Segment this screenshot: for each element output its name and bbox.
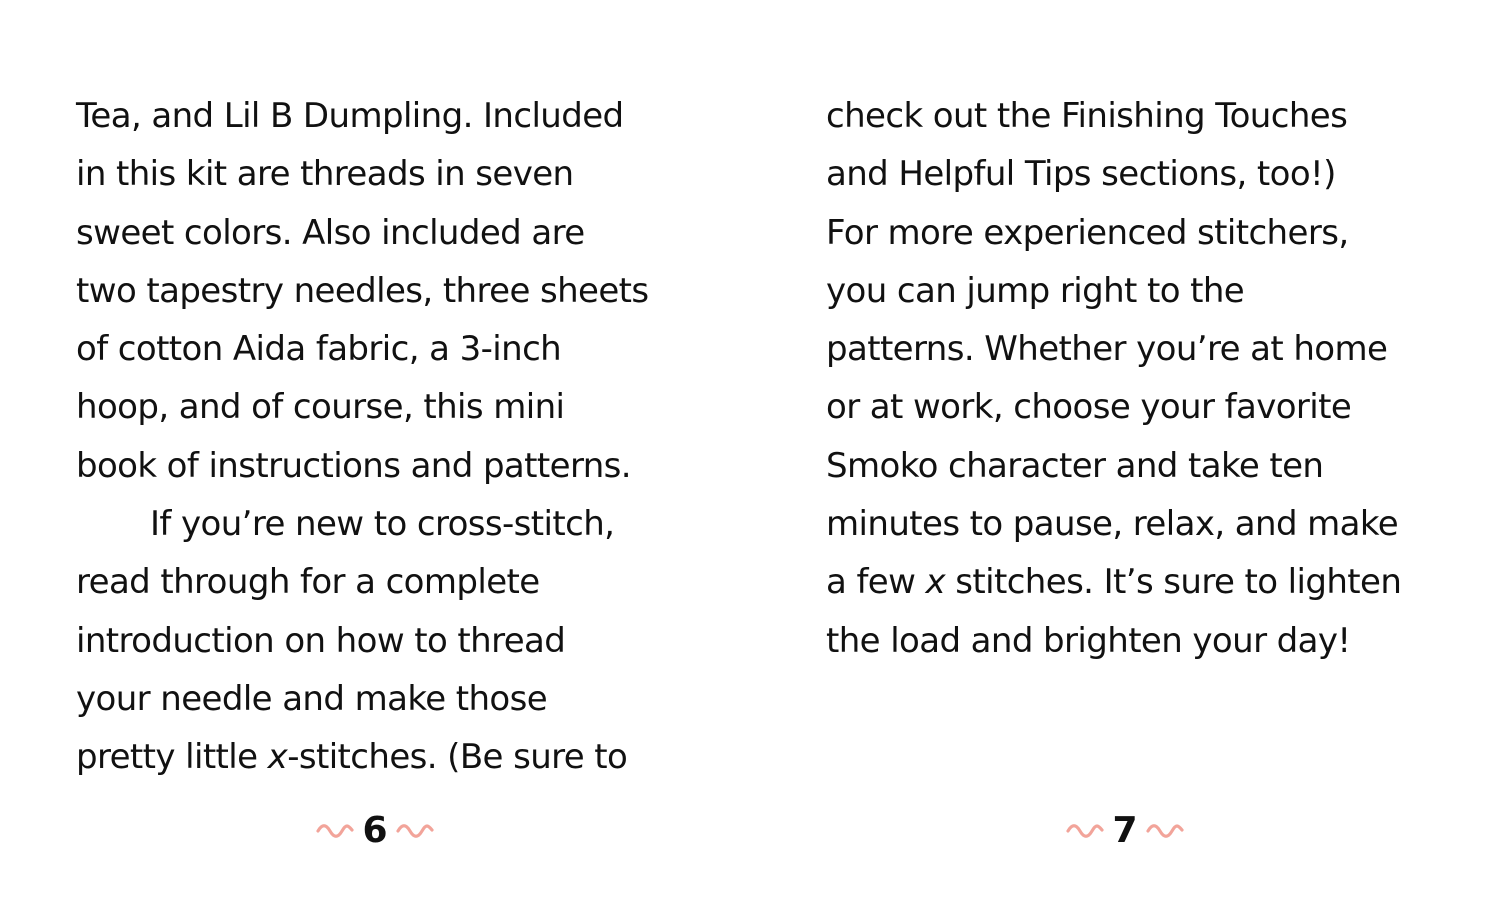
text-line: introduction on how to thread [76,620,566,661]
text-line: your needle and make those [76,678,548,719]
text-line: book of instructions and patterns. [76,445,631,486]
text-line: in this kit are threads in seven [76,154,574,195]
text-line: check out the Finishing Touches [826,96,1348,136]
squiggle-icon [316,821,354,841]
right-page-body [826,87,1466,670]
text-line: and Helpful Tips sections, too!) [826,154,1336,195]
text-segment: pretty little [76,737,268,778]
page-number: 7 [1112,810,1138,851]
italic-x: x [267,737,288,778]
squiggle-icon [1066,821,1104,841]
text-line: of cotton Aida fabric, a 3-inch [76,329,562,370]
squiggle-icon [396,821,434,841]
text-line: read through for a complete [76,562,540,603]
text-line: you can jump right to the [826,270,1245,311]
paragraph-first-line: If you’re new to cross-stitch, [150,504,615,545]
text-segment: stitches. It’s sure to lighten [945,562,1402,603]
text-line: or at work, choose your favorite [826,387,1352,428]
squiggle-icon [1146,821,1184,841]
text-line: patterns. Whether you’re at home [826,329,1388,370]
text-line: the load and brighten your day! [826,620,1351,661]
text-line: For more experienced stitchers, [826,212,1349,253]
text-line [826,553,1466,611]
text-line: hoop, and of course, this mini [76,387,565,428]
italic-x: x [925,562,946,603]
left-page-body [76,87,716,787]
text-line: sweet colors. Also included are [76,212,585,253]
text-line: minutes to pause, relax, and make [826,504,1399,545]
page-number-footer [316,806,434,856]
text-line: Tea, and Lil B Dumpling. Included [76,96,624,136]
text-segment: a few [826,562,926,603]
text-segment: -stitches. (Be sure to [287,737,628,778]
page-number-footer [1066,806,1184,856]
text-line [76,728,716,786]
page-number: 6 [362,810,388,851]
text-line: two tapestry needles, three sheets [76,270,649,311]
text-line: Smoko character and take ten [826,445,1324,486]
right-page [750,0,1500,900]
